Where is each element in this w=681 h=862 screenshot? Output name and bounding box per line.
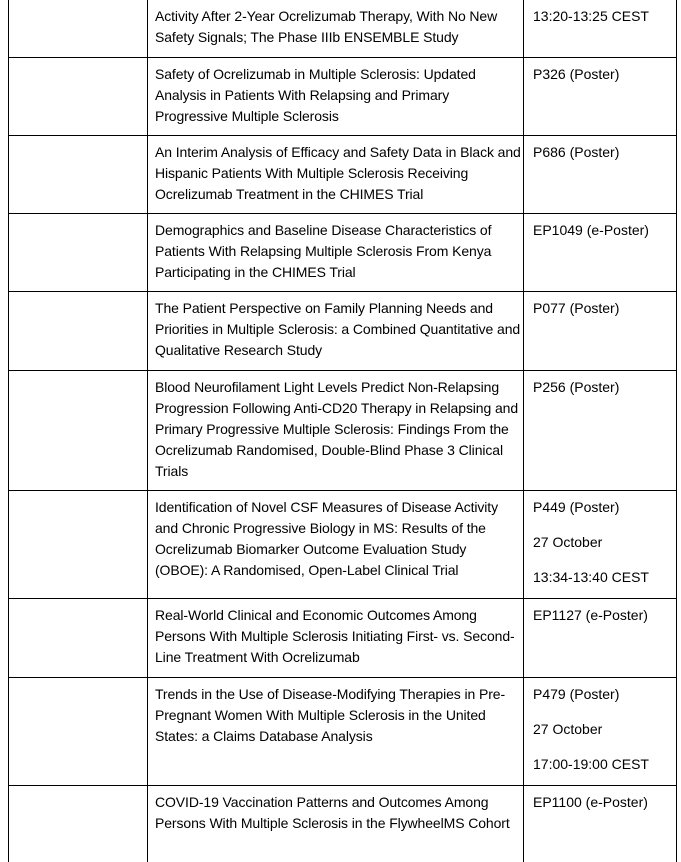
empty-cell xyxy=(9,292,148,370)
abstract-title: The Patient Perspective on Family Planning Needs and Priorities in Multiple Sclerosis: a Combined Quantitative and Qualitative Research Study xyxy=(148,292,524,370)
abstract-title: An Interim Analysis of Efficacy and Safety Data in Black and Hispanic Patients With Multiple Sclerosis Receiving Ocrelizumab Treatment in the CHIMES Trial xyxy=(148,136,524,213)
empty-cell xyxy=(9,491,148,598)
empty-cell xyxy=(9,371,148,490)
presentation-info xyxy=(524,371,676,490)
presentation-info xyxy=(524,786,676,862)
presentation-info xyxy=(524,491,676,598)
presentation-date: 27 October xyxy=(533,534,603,550)
presentation-time: 17:00-19:00 CEST xyxy=(533,756,649,772)
table-row xyxy=(9,214,676,292)
abstract-title: Identification of Novel CSF Measures of Disease Activity and Chronic Progressive Biology in MS: Results of the Ocrelizumab Biomarker Outcome Evaluation Study (OBOE): A Randomised, Open-Label Clinical Trial xyxy=(148,491,524,598)
table-row xyxy=(9,678,676,786)
presentation-info xyxy=(524,214,676,291)
presentation-info xyxy=(524,0,676,57)
presentation-info xyxy=(524,292,676,370)
poster-id: EP1127 (e-Poster) xyxy=(533,607,648,623)
empty-cell xyxy=(9,136,148,213)
presentation-info xyxy=(524,599,676,677)
table-row xyxy=(9,58,676,136)
table-row xyxy=(9,136,676,214)
abstract-title: Demographics and Baseline Disease Characteristics of Patients With Relapsing Multiple Sclerosis From Kenya Participating in the CHIMES Trial xyxy=(148,214,524,291)
empty-cell xyxy=(9,58,148,135)
presentation-date: 27 October xyxy=(533,721,603,737)
abstract-title: Trends in the Use of Disease-Modifying Therapies in Pre-Pregnant Women With Multiple Sclerosis in the United States: a Claims Database Analysis xyxy=(148,678,524,785)
poster-id: P256 (Poster) xyxy=(533,379,620,395)
table-row xyxy=(9,491,676,599)
table-row xyxy=(9,0,676,58)
empty-cell xyxy=(9,678,148,785)
abstracts-table xyxy=(8,0,677,862)
empty-cell xyxy=(9,599,148,677)
empty-cell xyxy=(9,0,148,57)
abstract-title: COVID-19 Vaccination Patterns and Outcomes Among Persons With Multiple Sclerosis in the FlywheelMS Cohort xyxy=(148,786,524,862)
presentation-info xyxy=(524,136,676,213)
presentation-info xyxy=(524,678,676,785)
empty-cell xyxy=(9,214,148,291)
table-row xyxy=(9,599,676,678)
presentation-info xyxy=(524,58,676,135)
presentation-time: 13:20-13:25 CEST xyxy=(533,8,649,24)
poster-id: P449 (Poster) xyxy=(533,499,620,515)
abstract-title: Safety of Ocrelizumab in Multiple Sclerosis: Updated Analysis in Patients With Relapsing and Primary Progressive Multiple Sclerosis xyxy=(148,58,524,135)
poster-id: EP1100 (e-Poster) xyxy=(533,794,648,810)
table-row xyxy=(9,371,676,491)
table-row xyxy=(9,786,676,862)
abstract-title: Activity After 2-Year Ocrelizumab Therapy, With No New Safety Signals; The Phase IIIb ENSEMBLE Study xyxy=(148,0,524,57)
poster-id: P686 (Poster) xyxy=(533,144,620,160)
empty-cell xyxy=(9,786,148,862)
poster-id: P479 (Poster) xyxy=(533,686,620,702)
poster-id: EP1049 (e-Poster) xyxy=(533,222,649,238)
abstract-title: Blood Neurofilament Light Levels Predict Non-Relapsing Progression Following Anti-CD20 Therapy in Relapsing and Primary Progressive Multiple Sclerosis: Findings From the Ocrelizumab Randomised, Double-Blind Phase 3 Clinical Trials xyxy=(148,371,524,490)
abstract-title: Real-World Clinical and Economic Outcomes Among Persons With Multiple Sclerosis Initiating First- vs. Second-Line Treatment With Ocrelizumab xyxy=(148,599,524,677)
presentation-time: 13:34-13:40 CEST xyxy=(533,569,649,585)
poster-id: P326 (Poster) xyxy=(533,66,620,82)
table-row xyxy=(9,292,676,371)
poster-id: P077 (Poster) xyxy=(533,300,620,316)
